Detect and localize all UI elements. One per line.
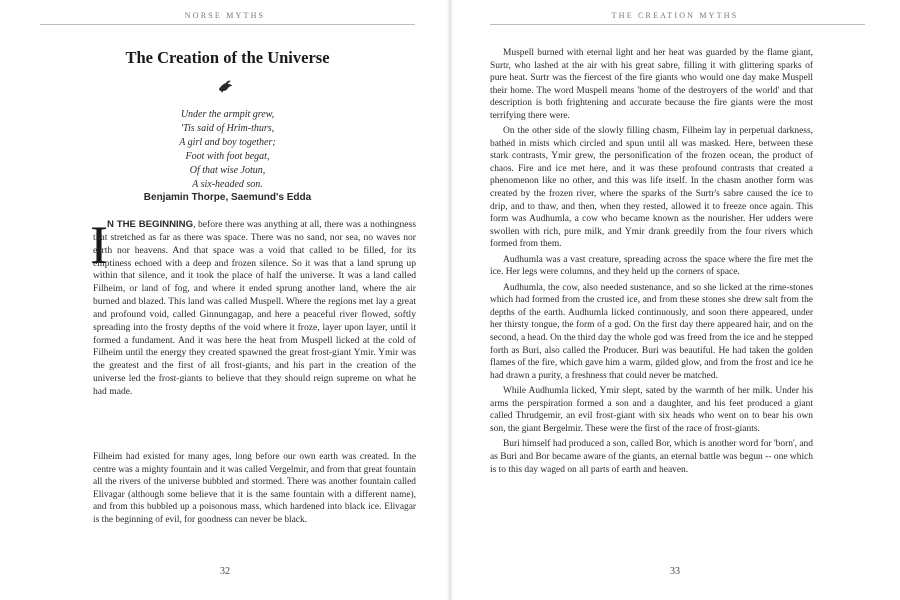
chapter-title: The Creation of the Universe — [125, 48, 330, 67]
ornament — [0, 80, 450, 99]
left-head-rule — [40, 24, 415, 25]
body-paragraph: Filheim had existed for many ages, long before our own earth was created. In the centre was a mighty fountain and it was called Vergelmir, and from that great fountain all the rivers of the universe bubbled and stormed. There was another fountain called Elivagar (although some believe that it is the same fountain with a different name), and from this bubbled up a poisonous mass, which hardened into black ice. Elivagar is the beginning of evil, for goodness can never be black. — [93, 452, 416, 525]
body-paragraph: While Audhumla licked, Ymir slept, sated by the warmth of her milk. Under his arms the perspiration formed a son and a daughter, and his feet produced a giant called Thrudgemir, an evil frost-giant with six heads who went on to bear his own son, the giant Bergelmir. These were the first of the race of frost-giants. — [490, 386, 813, 434]
body-paragraph: Audhumla, the cow, also needed sustenance, and so she licked at the rime-stones which had formed from the crusted ice, and from these stones she drew salt from the depths of the earth. Audhumla licked continuously, and soon there appeared, under her thirsty tongue, the form of a god. On the first day there appeared hair, and on the second, a head. On the third day the whole god was freed from the ice and he stepped forth as Buri, also called the Producer. Buri was beautiful. He had taken the golden flames of the fire, which gave him a warm, gilded glow, and from the frost and ice he had drawn a purity, a freshness that could never be matched. — [490, 282, 813, 381]
right-text-column — [490, 47, 813, 479]
opening-paragraph-text: , before there was anything at all, there was a nothingness that stretched as far as there was space. There was no sand, nor sea, no waves nor earth nor heavens. And that space was a void that called to be filled, for its emptiness echoed with a deep and frozen silence. So it was that a land sprung up within that silence, and it took the place of half the universe. It was a land called Filheim, or land of fog, and where it ended sprung another land, where the air burned and blazed. This land was called Muspell. Where the regions met lay a great and profound void, called Ginnungagap, and here a peaceful river flowed, softly spreading into the frosty depths of the void where it froze, layer upon layer, until it formed a fundament. And it was here the heat from Muspell licked at the cold of Filheim until the energy they created spawned the great frost-giant Ymir. Ymir was the greatest and the first of all frost-giants, and his part in the creation of the universe led the frost-giants to believe that they should reign supreme on what he had made. — [93, 219, 416, 397]
left-page-number: 32 — [220, 566, 230, 577]
right-head-rule — [490, 24, 865, 25]
left-running-head: NORSE MYTHS — [184, 11, 266, 20]
verse-line: A six-headed son. — [192, 179, 263, 190]
verse-line: A girl and boy together; — [179, 137, 276, 148]
right-page — [450, 0, 900, 600]
epigraph-verse — [40, 108, 415, 192]
right-page-number: 33 — [670, 566, 680, 577]
drop-cap: I — [90, 215, 108, 275]
body-paragraph: On the other side of the slowly filling chasm, Filheim lay in perpetual darkness, bathed in mists which circled and spun until all was masked. Here, between these stark contrasts, Ymir grew, the personification of the frozen ocean, the product of chaos. Fire and ice met here, and it was these profound contrasts that created a phenomenon like no other, and this was life itself. In the chasm another form was created by the frozen river, where the sparks of the Surtr's sabre caused the ice to drip, and to thaw, and then, when they rested, allowed it to freeze once again. This form was Audhumla, a cow who became known as the nourisher. Her udders were swollen with rich, pure milk, and Ymir drank greedily from the four rivers which formed from them. — [490, 126, 813, 250]
verse-line: Under the armpit grew, — [180, 109, 275, 120]
body-paragraph: Muspell burned with eternal light and her heat was guarded by the flame giant, Surtr, who lashed at the air with his great sabre, filling it with glittering sparks of pure heat. Surtr was the fiercest of the fire giants who would one day make Muspell their home. The word Muspell means 'home of the destroyers of the world' and that description is both frightening and accurate because the fire giants were the most terrifying there were. — [490, 48, 813, 121]
verse-line: 'Tis said of Hrim-thurs, — [180, 123, 275, 134]
lead-in: N THE BEGINNING — [107, 219, 194, 230]
opening-paragraph — [93, 219, 416, 399]
verse-line: Foot with foot begat, — [185, 151, 270, 162]
verse-line: Of that wise Jotun, — [189, 165, 266, 176]
body-paragraph: Buri himself had produced a son, called Bor, which is another word for 'born', and as Buri and Bor became aware of the giants, an eternal battle was begun -- one which is to this day waged on all parts of earth and heaven. — [490, 439, 813, 475]
right-running-head: THE CREATION MYTHS — [611, 11, 739, 20]
raven-ornament-icon — [217, 80, 233, 94]
body-paragraph: Audhumla was a vast creature, spreading across the space where the fire met the ice. Her legs were columns, and they held up the corners of space. — [490, 254, 813, 278]
epigraph-attribution: Benjamin Thorpe, Saemund's Edda — [143, 192, 312, 203]
